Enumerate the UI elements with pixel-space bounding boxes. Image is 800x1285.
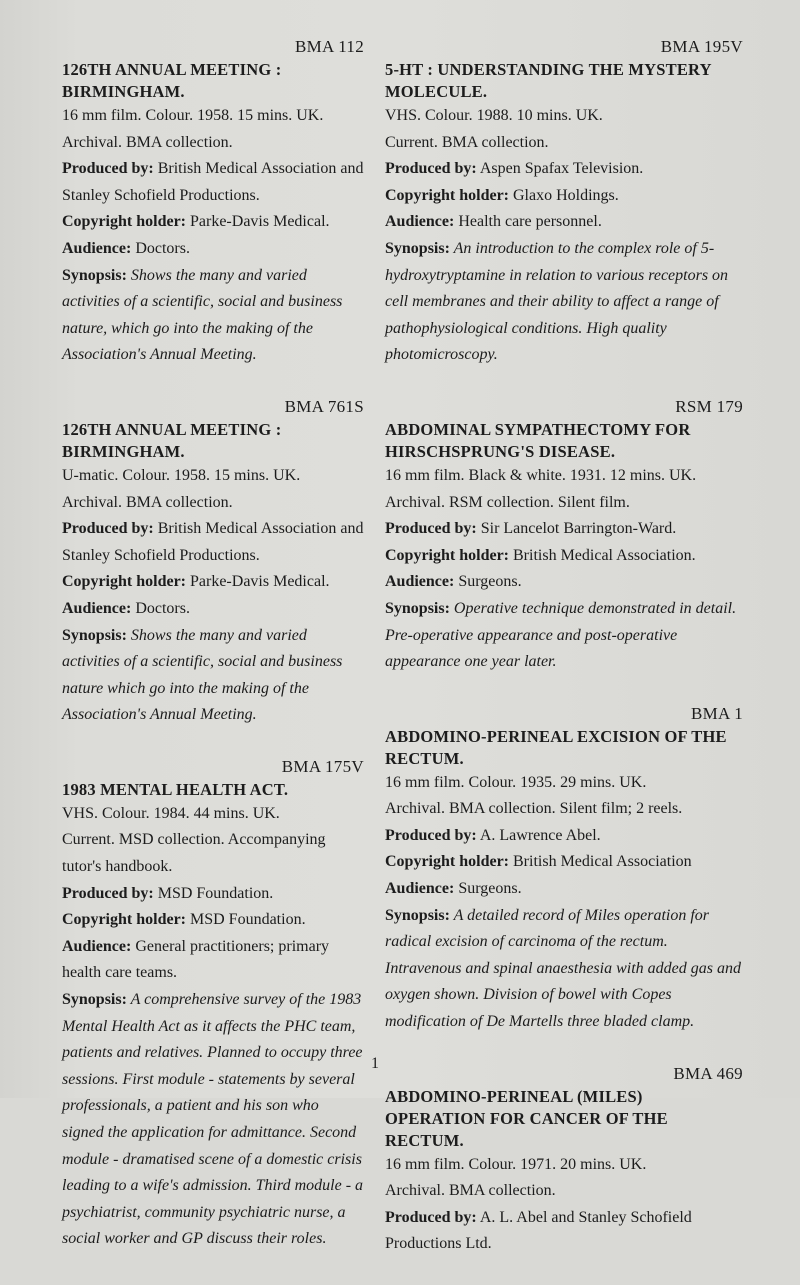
synopsis-label: Synopsis: <box>62 626 127 644</box>
entry-collection: Current. BMA collection. <box>385 133 549 151</box>
producer-value: Aspen Spafax Television. <box>476 160 644 178</box>
synopsis-label: Synopsis: <box>385 906 450 924</box>
synopsis-value: Operative technique demonstrated in detail. Pre-operative appearance and post-operative appearance one year later. <box>385 599 737 671</box>
producer-label: Produced by: <box>385 1208 477 1226</box>
entry-producer <box>385 823 743 850</box>
producer-label: Produced by: <box>62 884 154 902</box>
copyright-label: Copyright holder: <box>385 853 509 871</box>
entry-code: BMA 195V <box>660 37 743 56</box>
entry-format: U-matic. Colour. 1958. 15 mins. UK. <box>62 466 301 484</box>
audience-label: Audience: <box>385 213 455 231</box>
entry-collection: Archival. BMA collection. <box>62 133 233 151</box>
entry-format: 16 mm film. Colour. 1971. 20 mins. UK. <box>385 1155 647 1173</box>
entry-audience <box>62 934 364 987</box>
entry-title: ABDOMINO-PERINEAL (MILES) OPERATION FOR CANCER OF THE RECTUM. <box>385 1086 668 1150</box>
copyright-value: Parke-Davis Medical. <box>186 213 330 231</box>
copyright-value: British Medical Association <box>509 853 692 871</box>
entry-copyright <box>62 907 364 934</box>
entry-copyright <box>62 209 364 236</box>
entry-audience <box>62 596 364 623</box>
entry-copyright <box>62 569 364 596</box>
synopsis-label: Synopsis: <box>385 239 450 257</box>
producer-label: Produced by: <box>385 826 477 844</box>
entry-producer <box>62 156 364 209</box>
audience-value: Surgeons. <box>454 573 522 591</box>
audience-value: Doctors. <box>131 599 190 617</box>
copyright-value: Parke-Davis Medical. <box>186 573 330 591</box>
catalogue-entry <box>62 756 364 1253</box>
catalogue-entry <box>385 1063 743 1258</box>
entry-collection: Archival. BMA collection. <box>385 1182 556 1200</box>
copyright-label: Copyright holder: <box>62 213 186 231</box>
entry-synopsis <box>62 987 364 1253</box>
audience-value: Health care personnel. <box>454 213 602 231</box>
entry-title: 5-HT : UNDERSTANDING THE MYSTERY MOLECULE. <box>385 60 712 101</box>
page-number: 1 <box>371 1055 379 1072</box>
synopsis-label: Synopsis: <box>385 599 450 617</box>
copyright-value: Glaxo Holdings. <box>509 186 619 204</box>
audience-value: Surgeons. <box>454 880 522 898</box>
producer-value: Sir Lancelot Barrington-Ward. <box>476 520 677 538</box>
entry-synopsis <box>385 236 743 369</box>
entry-synopsis <box>385 596 743 676</box>
entry-format: VHS. Colour. 1984. 44 mins. UK. <box>62 804 280 822</box>
entry-title: 126TH ANNUAL MEETING : BIRMINGHAM. <box>62 419 282 461</box>
producer-label: Produced by: <box>62 520 154 538</box>
entry-code: BMA 175V <box>281 756 364 776</box>
copyright-value: MSD Foundation. <box>186 911 306 929</box>
audience-label: Audience: <box>62 599 132 617</box>
entry-collection: Archival. BMA collection. <box>62 493 233 511</box>
entry-producer <box>385 516 743 543</box>
producer-value: MSD Foundation. <box>153 884 274 902</box>
catalogue-entry <box>385 396 743 676</box>
producer-label: Produced by: <box>385 160 477 178</box>
entry-code: RSM 179 <box>675 396 743 416</box>
copyright-label: Copyright holder: <box>62 911 186 929</box>
entry-title: ABDOMINAL SYMPATHECTOMY FOR HIRSCHSPRUNG'S DISEASE. <box>385 419 691 461</box>
audience-value: General practitioners; primary health care teams. <box>62 937 330 982</box>
entry-title: 1983 MENTAL HEALTH ACT. <box>62 779 289 799</box>
synopsis-value: Shows the many and varied activities of a scientific, social and business nature which go into the making of the Association's Annual Meeting. <box>62 626 343 724</box>
producer-value: A. Lawrence Abel. <box>476 826 601 844</box>
audience-label: Audience: <box>385 880 455 898</box>
producer-value: British Medical Association and Stanley Schofield Productions. <box>62 520 364 564</box>
entry-audience <box>385 209 743 236</box>
catalogue-entry <box>62 396 364 729</box>
entry-title: 126TH ANNUAL MEETING : BIRMINGHAM. <box>62 60 282 101</box>
left-column <box>62 36 364 1280</box>
entry-producer <box>385 1205 743 1258</box>
entry-collection: Archival. RSM collection. Silent film. <box>385 493 630 511</box>
synopsis-value: A comprehensive survey of the 1983 Mental Health Act as it affects the PHC team, patients and relatives. Planned to occupy three sessions. First module - statements by several professionals, a patient and his son who signed the application for admittance. Second module - dramatised scene of a domestic crisis leading to a wife's admission. Third module - a psychiatrist, community psychiatric nurse, a social worker and GP discuss their roles. <box>62 991 364 1248</box>
copyright-label: Copyright holder: <box>385 546 509 564</box>
entry-format: 16 mm film. Colour. 1935. 29 mins. UK. <box>385 773 647 791</box>
entry-audience <box>385 569 743 596</box>
synopsis-label: Synopsis: <box>62 266 127 284</box>
catalogue-entry <box>62 36 364 369</box>
entry-collection: Current. MSD collection. Accompanying tutor's handbook. <box>62 831 326 876</box>
entry-audience <box>62 236 364 263</box>
entry-code: BMA 1 <box>690 703 743 723</box>
audience-value: Doctors. <box>131 239 190 257</box>
copyright-label: Copyright holder: <box>385 186 509 204</box>
entry-producer <box>62 881 364 908</box>
entry-copyright <box>385 543 743 570</box>
synopsis-value: An introduction to the complex role of 5-hydroxytryptamine in relation to various receptors on cell membranes and their ability to affect a range of pathophysiological conditions. High quality photomicroscopy. <box>385 239 729 364</box>
entry-producer <box>62 516 364 569</box>
audience-label: Audience: <box>62 937 132 955</box>
entry-synopsis <box>62 623 364 729</box>
producer-value: British Medical Association and Stanley Schofield Productions. <box>62 160 364 204</box>
entry-format: VHS. Colour. 1988. 10 mins. UK. <box>385 107 603 124</box>
synopsis-label: Synopsis: <box>62 991 127 1009</box>
catalogue-entry <box>385 36 743 369</box>
entry-format: 16 mm film. Black & white. 1931. 12 mins. UK. <box>385 466 697 484</box>
copyright-value: British Medical Association. <box>509 546 696 564</box>
entry-collection: Archival. BMA collection. Silent film; 2 reels. <box>385 800 683 818</box>
producer-label: Produced by: <box>385 520 477 538</box>
audience-label: Audience: <box>385 573 455 591</box>
entry-title: ABDOMINO-PERINEAL EXCISION OF THE RECTUM. <box>385 726 727 768</box>
copyright-label: Copyright holder: <box>62 573 186 591</box>
entry-synopsis <box>62 263 364 369</box>
entry-producer <box>385 156 743 183</box>
entry-audience <box>385 876 743 903</box>
producer-label: Produced by: <box>62 160 154 178</box>
entry-format: 16 mm film. Colour. 1958. 15 mins. UK. <box>62 107 324 124</box>
entry-code: BMA 761S <box>284 396 364 416</box>
entry-code: BMA 469 <box>673 1063 743 1083</box>
entry-code: BMA 112 <box>294 37 364 56</box>
entry-synopsis <box>385 903 743 1036</box>
synopsis-value: A detailed record of Miles operation for radical excision of carcinoma of the rectum. Intravenous and spinal anaesthesia with added gas and oxygen shown. Division of bowel with Copes modification of De Martells three bladed clamp. <box>385 906 741 1031</box>
catalogue-entry <box>385 703 743 1036</box>
entry-copyright <box>385 183 743 210</box>
entry-copyright <box>385 849 743 876</box>
producer-value: A. L. Abel and Stanley Schofield Productions Ltd. <box>385 1208 692 1253</box>
synopsis-value: Shows the many and varied activities of a scientific, social and business nature, which go into the making of the Association's Annual Meeting. <box>62 266 343 364</box>
audience-label: Audience: <box>62 239 132 257</box>
